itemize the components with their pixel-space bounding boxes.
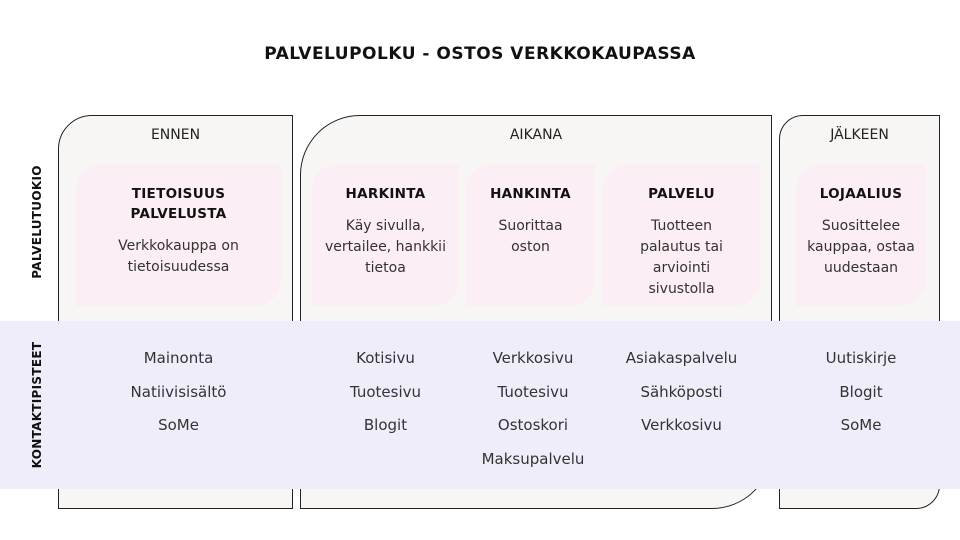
touchpoint-item: Natiivisisältö <box>130 382 227 401</box>
stage-card-purchase <box>466 164 595 306</box>
stage-title: LOJAALIUS <box>819 186 903 202</box>
stage-title: TIETOISUUS PALVELUSTA <box>130 186 227 222</box>
touchpoints-purchase <box>466 342 600 476</box>
phase-label-after: JÄLKEEN <box>830 127 889 143</box>
stage-description: Suorittaa oston <box>498 218 563 255</box>
touchpoint-item: Tuotesivu <box>349 382 422 401</box>
stage-description: Käy sivulla, vertailee, hankkii tietoa <box>325 218 446 276</box>
stage-description: Suosittelee kauppaa, ostaa uudestaan <box>807 218 915 276</box>
page-title: PALVELUPOLKU - OSTOS VERKKOKAUPASSA <box>264 44 696 64</box>
stage-card-consideration <box>312 164 459 306</box>
touchpoint-item: SoMe <box>840 416 882 434</box>
touchpoint-item: Maksupalvelu <box>481 449 585 468</box>
touchpoint-item: SoMe <box>158 416 199 434</box>
touchpoints-loyalty <box>796 342 926 443</box>
touchpoints-service <box>606 342 757 443</box>
touchpoint-item: Sähköposti <box>640 382 723 401</box>
touchpoints-consideration <box>312 342 459 443</box>
phase-label-before: ENNEN <box>150 127 201 143</box>
touchpoints-awareness <box>96 342 261 443</box>
touchpoint-item: Kotisivu <box>356 349 415 367</box>
stage-title: HANKINTA <box>490 186 571 202</box>
stage-card-awareness <box>76 164 281 306</box>
touchpoint-item: Mainonta <box>143 349 214 367</box>
touchpoint-item: Ostoskori <box>497 416 569 434</box>
stage-card-service <box>603 164 760 306</box>
stage-card-loyalty <box>796 164 926 306</box>
stage-title: PALVELU <box>648 186 715 202</box>
stage-description: Tuotteen palautus tai arviointi sivustolla <box>640 218 723 297</box>
touchpoint-item: Uutiskirje <box>825 349 897 367</box>
touchpoint-item: Blogit <box>839 382 883 401</box>
touchpoint-item: Blogit <box>363 416 408 434</box>
stage-title: HARKINTA <box>345 186 426 202</box>
touchpoint-item: Verkkosivu <box>492 349 574 367</box>
row-label-service: PALVELUTUOKIO <box>30 165 44 279</box>
touchpoint-item: Verkkosivu <box>641 416 722 434</box>
stage-description: Verkkokauppa on tietoisuudessa <box>118 238 239 275</box>
touchpoint-item: Tuotesivu <box>497 382 569 401</box>
touchpoint-item: Asiakaspalvelu <box>625 349 738 367</box>
row-label-touchpoints: KONTAKTIPISTEET <box>30 341 44 469</box>
phase-label-during: AIKANA <box>509 127 563 143</box>
